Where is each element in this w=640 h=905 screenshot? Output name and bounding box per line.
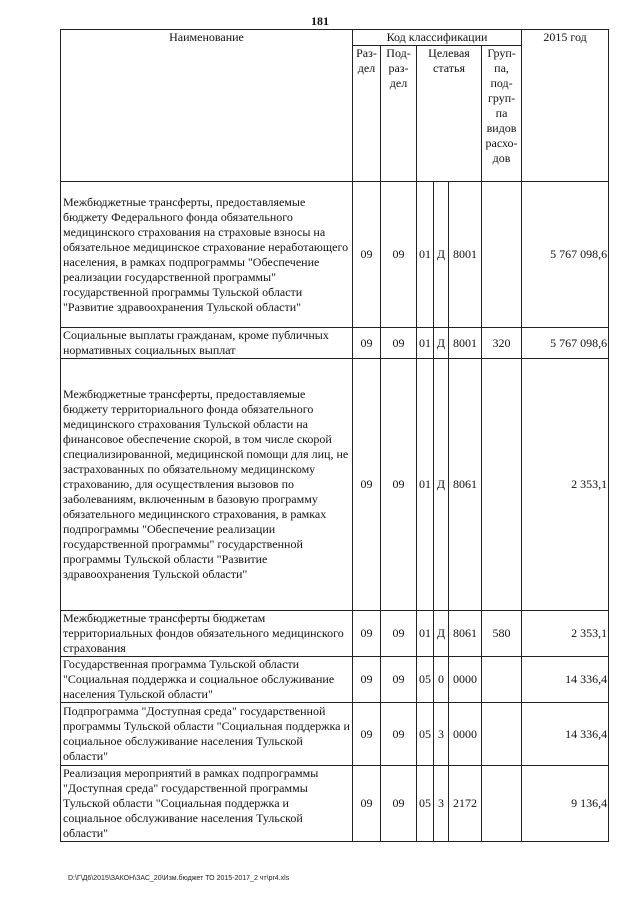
page-number: 181: [311, 14, 329, 28]
row-target-program: 01: [417, 359, 434, 611]
table-row: [61, 657, 609, 703]
header-expense-group: Груп- па, под- груп- па видов расхо- дов: [482, 46, 522, 182]
row-razdel: 09: [353, 328, 381, 359]
row-expense-type: [482, 766, 522, 842]
row-razdel: 09: [353, 657, 381, 703]
header-name: Наименование: [61, 30, 353, 182]
row-expense-type: [482, 182, 522, 328]
row-target-direction: 0000: [449, 703, 482, 766]
row-podrazdel: 09: [381, 657, 417, 703]
row-name: Государственная программа Тульской области "Социальная поддержка и социальное обслуживание населения Тульской области": [61, 657, 353, 703]
header-target-article: Целевая статья: [417, 46, 482, 182]
table-row: [61, 611, 609, 657]
row-name: Межбюджетные трансферты бюджетам территориальных фондов обязательного медицинского страхования: [61, 611, 353, 657]
row-target-program: 05: [417, 766, 434, 842]
row-amount: 14 336,4: [522, 657, 609, 703]
row-target-direction: 8001: [449, 182, 482, 328]
row-name: Социальные выплаты гражданам, кроме публичных нормативных социальных выплат: [61, 328, 353, 359]
row-podrazdel: 09: [381, 359, 417, 611]
row-target-subprogram: 3: [434, 703, 449, 766]
row-target-direction: 8001: [449, 328, 482, 359]
row-amount: 5 767 098,6: [522, 182, 609, 328]
budget-table: [60, 29, 609, 842]
row-name: Подпрограмма "Доступная среда" государственной программы Тульской области "Социальная поддержка и социальное обслуживание населения Тульской области": [61, 703, 353, 766]
row-expense-type: [482, 359, 522, 611]
row-target-subprogram: 0: [434, 657, 449, 703]
row-target-subprogram: Д: [434, 182, 449, 328]
row-target-direction: 8061: [449, 359, 482, 611]
table-header: [61, 30, 609, 182]
row-podrazdel: 09: [381, 611, 417, 657]
row-name: Реализация мероприятий в рамках подпрограммы "Доступная среда" государственной программы Тульской области "Социальная поддержка и социальное обслуживание населения Тульской области": [61, 766, 353, 842]
row-target-direction: 2172: [449, 766, 482, 842]
file-path-footer: D:\Г\Д6\2015\ЗАКОН\ЗАС_20\Изм.бюджет ТО 2015-2017_2 чт\pr4.xls: [68, 875, 290, 882]
row-podrazdel: 09: [381, 766, 417, 842]
row-razdel: 09: [353, 182, 381, 328]
table-row: [61, 359, 609, 611]
row-target-program: 01: [417, 328, 434, 359]
table-row: [61, 766, 609, 842]
header-podrazdel: Под- раз- дел: [381, 46, 417, 182]
row-razdel: 09: [353, 703, 381, 766]
row-expense-type: [482, 657, 522, 703]
row-podrazdel: 09: [381, 328, 417, 359]
row-amount: 5 767 098,6: [522, 328, 609, 359]
row-target-subprogram: Д: [434, 328, 449, 359]
row-expense-type: [482, 703, 522, 766]
table-row: [61, 703, 609, 766]
header-classification: Код классификации: [353, 30, 522, 46]
row-expense-type: 320: [482, 328, 522, 359]
row-target-program: 05: [417, 703, 434, 766]
table-row: [61, 328, 609, 359]
header-year: 2015 год: [522, 30, 609, 182]
row-target-direction: 0000: [449, 657, 482, 703]
row-podrazdel: 09: [381, 703, 417, 766]
row-amount: 9 136,4: [522, 766, 609, 842]
row-expense-type: 580: [482, 611, 522, 657]
row-podrazdel: 09: [381, 182, 417, 328]
table-body: [61, 182, 609, 842]
row-target-program: 05: [417, 657, 434, 703]
row-razdel: 09: [353, 611, 381, 657]
row-target-subprogram: 3: [434, 766, 449, 842]
table-row: [61, 182, 609, 328]
row-razdel: 09: [353, 359, 381, 611]
row-name: Межбюджетные трансферты, предоставляемые бюджету территориального фонда обязательного медицинского страхования Тульской области на финансовое обеспечение скорой, в том числе скорой специализированной, медицинской помощи для лиц, не застрахованных по обязательному медицинскому страхованию, для осуществления вызовов по заболеваниям, включенным в базовую программу обязательного медицинского страхования, в рамках подпрограммы "Обеспечение реализации государственной программы" государственной программы Тульской области "Развитие здравоохранения Тульской области": [61, 359, 353, 611]
row-amount: 14 336,4: [522, 703, 609, 766]
row-target-program: 01: [417, 611, 434, 657]
row-target-program: 01: [417, 182, 434, 328]
row-name: Межбюджетные трансферты, предоставляемые бюджету Федерального фонда обязательного медицинского страхования на страховые взносы на обязательное медицинское страхование неработающего населения, в рамках подпрограммы "Обеспечение реализации государственной программы" государственной программы Тульской области "Развитие здравоохранения Тульской области": [61, 182, 353, 328]
row-razdel: 09: [353, 766, 381, 842]
row-target-direction: 8061: [449, 611, 482, 657]
row-amount: 2 353,1: [522, 359, 609, 611]
row-target-subprogram: Д: [434, 611, 449, 657]
row-target-subprogram: Д: [434, 359, 449, 611]
header-razdel: Раз- дел: [353, 46, 381, 182]
row-amount: 2 353,1: [522, 611, 609, 657]
